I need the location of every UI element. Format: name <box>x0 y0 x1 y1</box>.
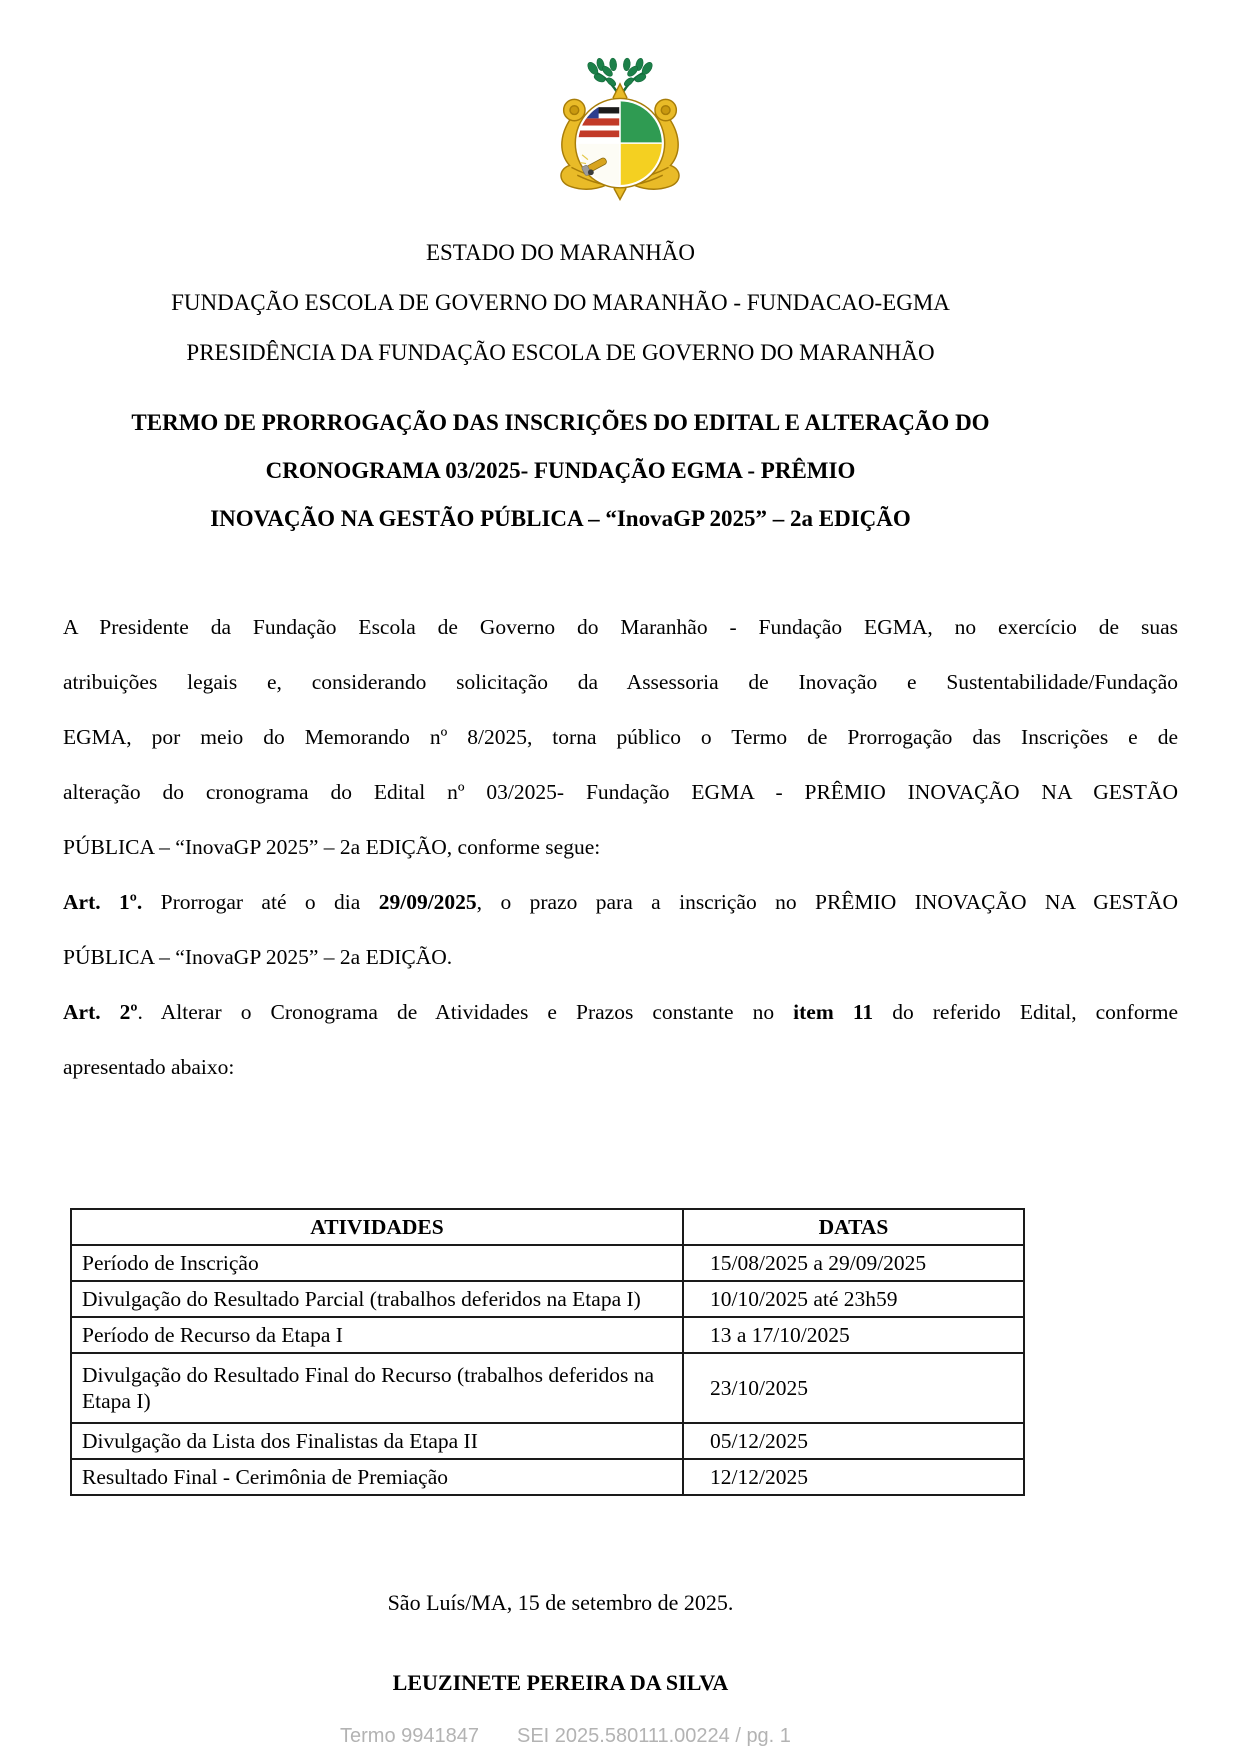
maranhao-coat-of-arms-icon <box>552 54 688 206</box>
table-header-atividades: ATIVIDADES <box>71 1209 683 1245</box>
intro-line: atribuições legais e, considerando solicitação da Assessoria de Inovação e Sustentabilidade/Fundação <box>63 670 1178 694</box>
header-line-presidency: PRESIDÊNCIA DA FUNDAÇÃO ESCOLA DE GOVERNO DO MARANHÃO <box>186 340 935 365</box>
article-1-label: Art. 1º. <box>63 890 143 914</box>
footer-doc-ref: Termo 9941847 <box>340 1725 479 1747</box>
article-1-line-2: PÚBLICA – “InovaGP 2025” – 2a EDIÇÃO. <box>63 945 453 969</box>
activity-cell: Período de Recurso da Etapa I <box>71 1317 683 1353</box>
header-line-foundation: FUNDAÇÃO ESCOLA DE GOVERNO DO MARANHÃO - FUNDACAO-EGMA <box>171 290 950 315</box>
article-2-line-2: apresentado abaixo: <box>63 1055 235 1079</box>
table-header-datas: DATAS <box>683 1209 1024 1245</box>
title-line-1: TERMO DE PRORROGAÇÃO DAS INSCRIÇÕES DO EDITAL E ALTERAÇÃO DO <box>131 410 990 435</box>
place-date-line: São Luís/MA, 15 de setembro de 2025. <box>387 1590 734 1615</box>
page-footer <box>340 1724 791 1748</box>
date-cell: 15/08/2025 a 29/09/2025 <box>683 1245 1024 1281</box>
table-row <box>71 1423 1024 1459</box>
intro-line: alteração do cronograma do Edital nº 03/2025- Fundação EGMA - PRÊMIO INOVAÇÃO NA GESTÃO <box>63 780 1178 804</box>
date-cell: 12/12/2025 <box>683 1459 1024 1495</box>
activity-cell: Divulgação do Resultado Final do Recurso (trabalhos deferidos na Etapa I) <box>71 1353 683 1423</box>
activity-cell: Divulgação da Lista dos Finalistas da Etapa II <box>71 1423 683 1459</box>
intro-line: PÚBLICA – “InovaGP 2025” – 2a EDIÇÃO, conforme segue: <box>63 835 601 859</box>
article-1-date: 29/09/2025 <box>378 890 477 914</box>
intro-line: A Presidente da Fundação Escola de Governo do Maranhão - Fundação EGMA, no exercício de suas <box>63 615 1178 639</box>
table-header-row <box>71 1209 1024 1245</box>
activities-table <box>70 1208 1025 1496</box>
table-row <box>71 1353 1024 1423</box>
shield-quadrants <box>575 98 664 187</box>
article-2-label: Art. 2º <box>63 1000 138 1024</box>
table-row <box>71 1281 1024 1317</box>
article-2-item: item 11 <box>793 1000 874 1024</box>
table-row <box>71 1317 1024 1353</box>
activity-cell: Resultado Final - Cerimônia de Premiação <box>71 1459 683 1495</box>
org-header <box>63 228 1058 378</box>
activity-cell: Período de Inscrição <box>71 1245 683 1281</box>
title-line-2: CRONOGRAMA 03/2025- FUNDAÇÃO EGMA - PRÊMIO <box>265 458 856 483</box>
page-title <box>63 399 1058 543</box>
title-line-3: INOVAÇÃO NA GESTÃO PÚBLICA – “InovaGP 2025” – 2a EDIÇÃO <box>210 506 911 531</box>
activity-cell: Divulgação do Resultado Parcial (trabalhos deferidos na Etapa I) <box>71 1281 683 1317</box>
article-2-line-1 <box>63 985 1178 1040</box>
article-1-text: , o prazo para a inscrição no PRÊMIO INOVAÇÃO NA GESTÃO <box>476 890 1178 914</box>
date-cell: 23/10/2025 <box>683 1353 1024 1423</box>
intro-line: EGMA, por meio do Memorando nº 8/2025, torna público o Termo de Prorrogação das Inscrições e de <box>63 725 1178 749</box>
article-2-text: . Alterar o Cronograma de Atividades e Prazos constante no <box>137 1000 794 1024</box>
coat-of-arms-image <box>552 54 688 206</box>
article-2-text: do referido Edital, conforme <box>873 1000 1179 1024</box>
header-line-state: ESTADO DO MARANHÃO <box>425 240 696 265</box>
date-cell: 10/10/2025 até 23h59 <box>683 1281 1024 1317</box>
signature-name: LEUZINETE PEREIRA DA SILVA <box>392 1670 729 1695</box>
date-cell: 05/12/2025 <box>683 1423 1024 1459</box>
table-row <box>71 1459 1024 1495</box>
article-1-text: Prorrogar até o dia <box>142 890 379 914</box>
table-row <box>71 1245 1024 1281</box>
date-cell: 13 a 17/10/2025 <box>683 1317 1024 1353</box>
footer-sei-ref: SEI 2025.580111.00224 / pg. 1 <box>516 1725 791 1747</box>
body-text <box>63 600 1178 1095</box>
article-1-line-1 <box>63 875 1178 930</box>
